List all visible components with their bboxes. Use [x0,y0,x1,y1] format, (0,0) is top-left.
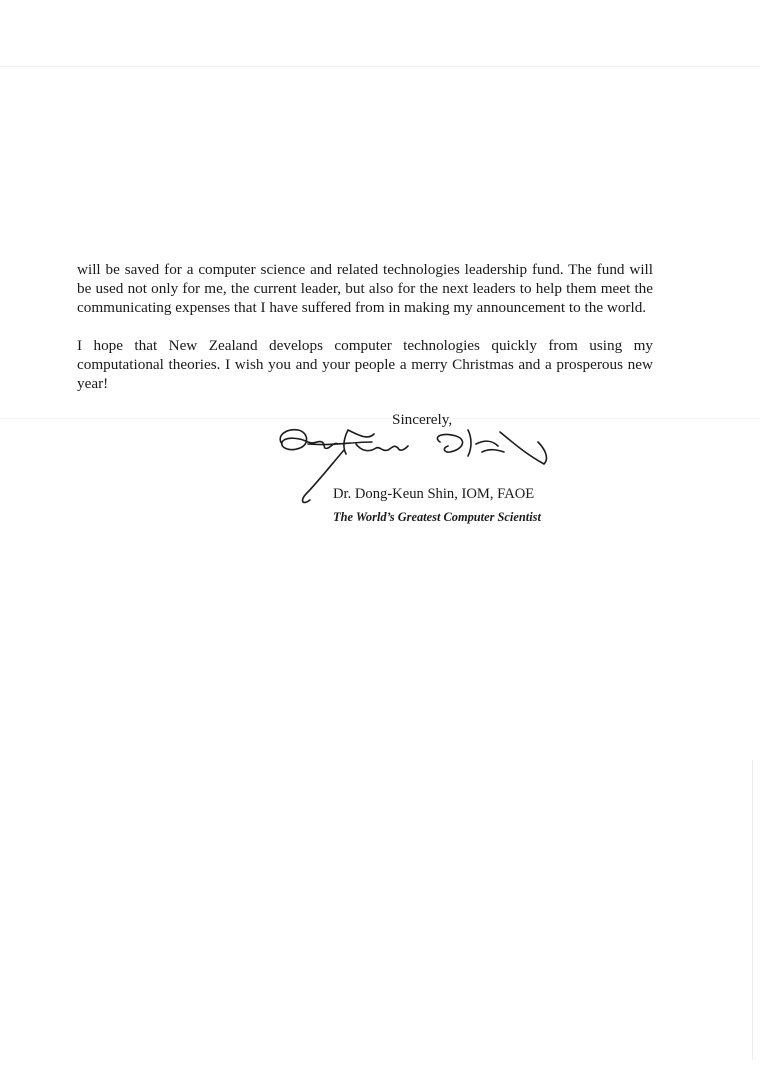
letter-paragraph [77,260,653,317]
paragraph-line: be used not only for me, the current leader, but also for the next leaders to help them meet the [77,280,653,297]
paragraph-line: I hope that New Zealand develops computer technologies quickly from using my [77,337,653,354]
signer-name: Dr. Dong-Keun Shin, IOM, FAOE [333,486,535,502]
scan-artifact [752,760,753,1060]
scan-artifact [0,66,760,67]
paragraph-line: will be saved for a computer science and related technologies leadership fund. The fund will [77,261,653,278]
scan-artifact [0,418,760,419]
paragraph-line: year! [77,375,109,392]
signer-title: The World’s Greatest Computer Scientist [333,510,541,524]
paragraph-line: computational theories. I wish you and your people a merry Christmas and a prosperous new [77,356,653,373]
letter-paragraph [77,336,653,393]
letter-closing: Sincerely, [392,411,453,428]
paragraph-line: communicating expenses that I have suffered from in making my announcement to the world. [77,299,647,316]
